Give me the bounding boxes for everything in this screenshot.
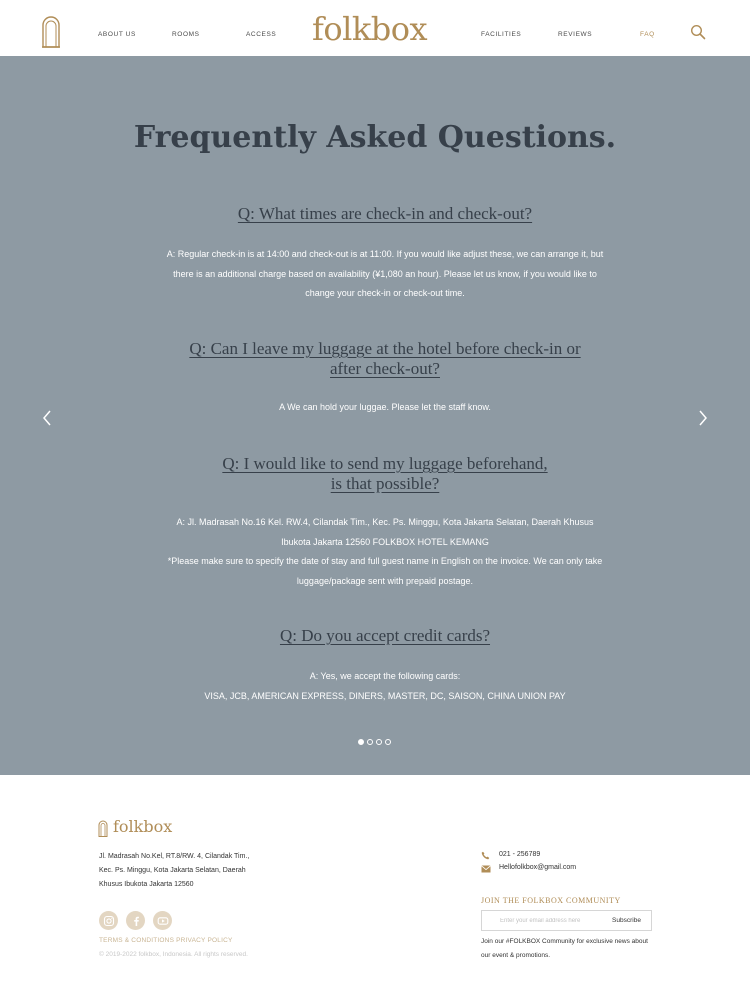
faq-answer-3-address: A: Jl. Madrasah No.16 Kel. RW.4, Cilandak Tim., Kec. Ps. Minggu, Kota Jakarta Selatan, Daerah Khusus Ibukota Jakarta 12560 FOLKBOX HOTEL KEMANG bbox=[176, 517, 594, 547]
address-line: Jl. Madrasah No.Kel, RT.8/RW. 4, Cilandak Tim., bbox=[99, 853, 250, 860]
footer-legal-links bbox=[99, 937, 233, 944]
instagram-icon[interactable] bbox=[99, 911, 118, 930]
facebook-icon[interactable] bbox=[126, 911, 145, 930]
address-line: Khusus Ibukota Jakarta 12560 bbox=[99, 881, 194, 888]
phone-icon bbox=[481, 851, 490, 860]
site-footer bbox=[0, 775, 750, 1007]
privacy-link[interactable]: PRIVACY POLICY bbox=[176, 937, 233, 944]
footer-brand[interactable]: folkbox bbox=[113, 817, 173, 836]
mail-icon bbox=[481, 865, 491, 873]
faq-carousel bbox=[0, 56, 750, 775]
door-arch-logo-icon[interactable] bbox=[41, 16, 61, 48]
site-header bbox=[0, 0, 750, 56]
faq-answer-1: A: Regular check-in is at 14:00 and check-out is at 11:00. If you would like adjust these, we can arrange it, but there is an additional charge based on availability (¥1,080 an hour). Please let us know, if you would like to change your check-in or check-out time. bbox=[166, 249, 604, 298]
faq-answer-4 bbox=[165, 667, 605, 706]
carousel-next-arrow-icon[interactable] bbox=[696, 408, 710, 428]
door-arch-logo-icon bbox=[98, 820, 108, 837]
carousel-dot-4[interactable] bbox=[385, 739, 391, 745]
brand-wordmark[interactable]: folkbox bbox=[312, 10, 428, 48]
page-title: Frequently Asked Questions. bbox=[133, 120, 617, 155]
faq-answer-4-intro: A: Yes, we accept the following cards: bbox=[309, 671, 461, 681]
footer-address bbox=[99, 850, 259, 892]
search-icon[interactable] bbox=[690, 24, 706, 40]
copyright-text: © 2019-2022 folkbox, Indonesia. All rights reserved. bbox=[99, 951, 248, 958]
newsletter-title: JOIN THE FOLKBOX COMMUNITY bbox=[481, 896, 621, 905]
nav-rooms[interactable]: ROOMS bbox=[172, 31, 200, 38]
terms-link[interactable]: TERMS & CONDITIONS bbox=[99, 937, 175, 944]
nav-access[interactable]: ACCESS bbox=[246, 31, 277, 38]
faq-question-3 bbox=[165, 454, 605, 494]
carousel-dot-2[interactable] bbox=[367, 739, 373, 745]
faq-question-4: Q: Do you accept credit cards? bbox=[279, 626, 491, 645]
subscribe-button[interactable]: Subscribe bbox=[602, 911, 651, 930]
youtube-icon[interactable] bbox=[153, 911, 172, 930]
carousel-dot-1[interactable] bbox=[358, 739, 364, 745]
faq-question-2 bbox=[165, 339, 605, 379]
faq-answer-3-note: *Please make sure to specify the date of stay and full guest name in English on the invoice. We can only take luggage/package sent with prepaid postage. bbox=[167, 556, 603, 586]
nav-faq[interactable]: FAQ bbox=[640, 31, 655, 38]
faq-answer-2: A We can hold your luggae. Please let the staff know. bbox=[279, 402, 491, 412]
faq-question-3-line1: Q: I would like to send my luggage beforehand, bbox=[222, 454, 548, 473]
faq-answer-3 bbox=[165, 513, 605, 591]
carousel-dots bbox=[358, 739, 391, 747]
nav-reviews[interactable]: REVIEWS bbox=[558, 31, 593, 38]
carousel-prev-arrow-icon[interactable] bbox=[40, 408, 54, 428]
faq-question-1: Q: What times are check-in and check-out? bbox=[237, 204, 533, 223]
newsletter-form bbox=[481, 910, 652, 931]
faq-question-2-line2: after check-out? bbox=[330, 359, 440, 378]
newsletter-email-input[interactable] bbox=[482, 911, 602, 930]
nav-about-us[interactable]: ABOUT US bbox=[98, 31, 136, 38]
carousel-dot-3[interactable] bbox=[376, 739, 382, 745]
address-line: Kec. Ps. Minggu, Kota Jakarta Selatan, Daerah bbox=[99, 867, 246, 874]
faq-answer-4-cards: VISA, JCB, AMERICAN EXPRESS, DINERS, MASTER, DC, SAISON, CHINA UNION PAY bbox=[204, 690, 566, 701]
newsletter-description: Join our #FOLKBOX Community for exclusive news about our event & promotions. bbox=[481, 938, 648, 959]
footer-phone[interactable]: 021 - 256789 bbox=[499, 851, 541, 858]
footer-email[interactable]: Hellofolkbox@gmail.com bbox=[499, 864, 577, 871]
nav-facilities[interactable]: FACILITIES bbox=[481, 31, 522, 38]
faq-question-3-line2: is that possible? bbox=[330, 474, 440, 493]
faq-question-2-line1: Q: Can I leave my luggage at the hotel before check-in or bbox=[189, 339, 581, 358]
